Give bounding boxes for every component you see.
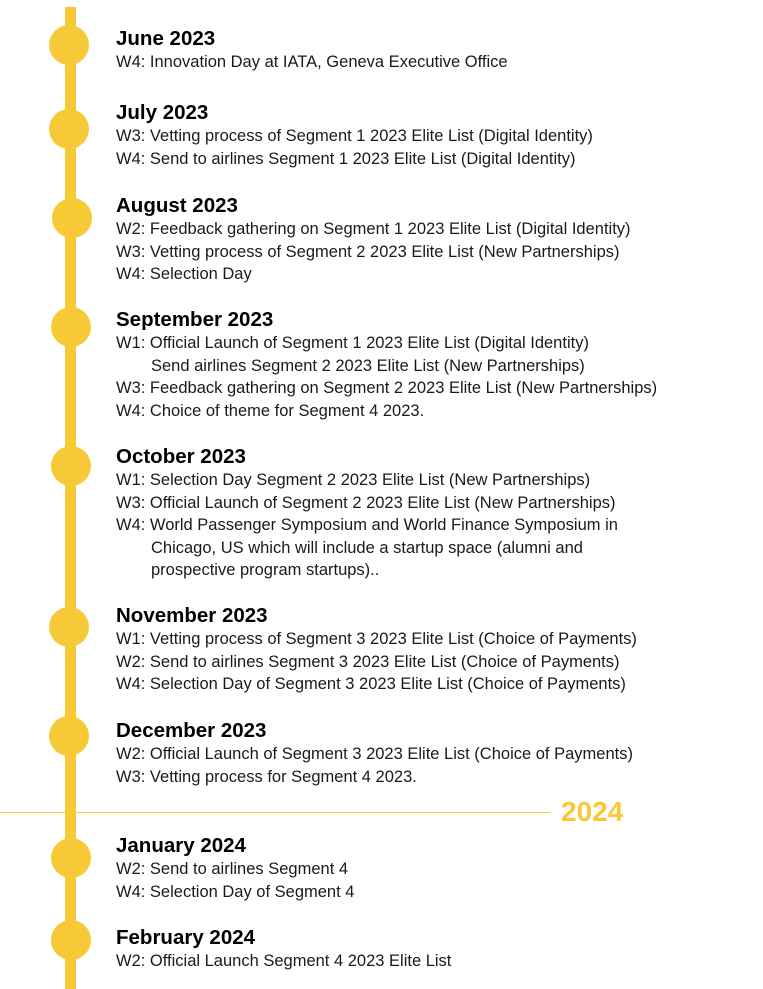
entry-line: W1: Vetting process of Segment 3 2023 Elite List (Choice of Payments) [116, 630, 637, 648]
entry-line: W1: Selection Day Segment 2 2023 Elite List (New Partnerships) [116, 471, 591, 489]
month-block-january-2024 [116, 834, 354, 903]
entry-line: W4: Selection Day of Segment 3 2023 Elite List (Choice of Payments) [116, 675, 626, 693]
entry-line: W2: Feedback gathering on Segment 1 2023 Elite List (Digital Identity) [116, 220, 631, 238]
year-divider-label: 2024 [561, 796, 624, 827]
month-title: January 2024 [116, 834, 246, 857]
month-block-august-2023 [116, 194, 631, 286]
month-block-december-2023 [116, 719, 633, 788]
month-block-june-2023 [116, 27, 508, 74]
entry-line: W2: Send to airlines Segment 3 2023 Elite List (Choice of Payments) [116, 652, 620, 671]
month-title: November 2023 [116, 604, 268, 627]
entry-line: W3: Vetting process of Segment 1 2023 Elite List (Digital Identity) [116, 127, 593, 145]
entry-continuation-line: prospective program startups).. [151, 561, 380, 579]
timeline-dot-october-2023 [51, 446, 91, 486]
timeline-dot-january-2024 [51, 838, 91, 878]
entry-line: W2: Official Launch Segment 4 2023 Elite List [116, 952, 452, 970]
timeline-dot-june-2023 [49, 25, 89, 65]
entry-line: W4: Selection Day [116, 265, 252, 283]
entry-line: W4: Send to airlines Segment 1 2023 Elite List (Digital Identity) [116, 149, 576, 168]
month-title: August 2023 [116, 194, 238, 217]
month-block-february-2024 [116, 926, 451, 973]
month-title: June 2023 [116, 27, 216, 50]
entry-line: W3: Feedback gathering on Segment 2 2023 Elite List (New Partnerships) [116, 379, 658, 397]
year-divider-line [0, 812, 550, 813]
timeline-dot-february-2024 [51, 920, 91, 960]
entry-line: W4: World Passenger Symposium and World Finance Symposium in [116, 516, 618, 534]
timeline-dot-november-2023 [49, 607, 89, 647]
month-block-july-2023 [116, 101, 593, 170]
month-title: October 2023 [116, 445, 246, 468]
month-title: February 2024 [116, 926, 256, 949]
entry-line: W2: Official Launch of Segment 3 2023 Elite List (Choice of Payments) [116, 745, 633, 763]
entry-line: W2: Send to airlines Segment 4 [116, 860, 349, 878]
entry-continuation-line: Chicago, US which will include a startup space (alumni and [151, 538, 583, 557]
timeline-dot-december-2023 [49, 716, 89, 756]
month-title: July 2023 [116, 101, 209, 124]
month-block-october-2023 [116, 445, 618, 582]
entry-continuation-line: Send airlines Segment 2 2023 Elite List (New Partnerships) [151, 356, 585, 375]
entry-line: W4: Selection Day of Segment 4 [116, 882, 355, 901]
timeline-dot-august-2023 [52, 198, 92, 238]
timeline-dot-september-2023 [51, 307, 91, 347]
month-title: December 2023 [116, 719, 267, 742]
month-block-november-2023 [116, 604, 637, 696]
entry-line: W3: Official Launch of Segment 2 2023 Elite List (New Partnerships) [116, 493, 616, 512]
timeline-dot-july-2023 [49, 109, 89, 149]
entry-line: W4: Choice of theme for Segment 4 2023. [116, 401, 425, 420]
entry-line: W3: Vetting process for Segment 4 2023. [116, 767, 417, 786]
entry-line: W1: Official Launch of Segment 1 2023 Elite List (Digital Identity) [116, 334, 589, 352]
month-block-september-2023 [116, 308, 657, 422]
month-title: September 2023 [116, 308, 274, 331]
entry-line: W4: Innovation Day at IATA, Geneva Executive Office [116, 53, 508, 71]
entry-line: W3: Vetting process of Segment 2 2023 Elite List (New Partnerships) [116, 242, 620, 261]
